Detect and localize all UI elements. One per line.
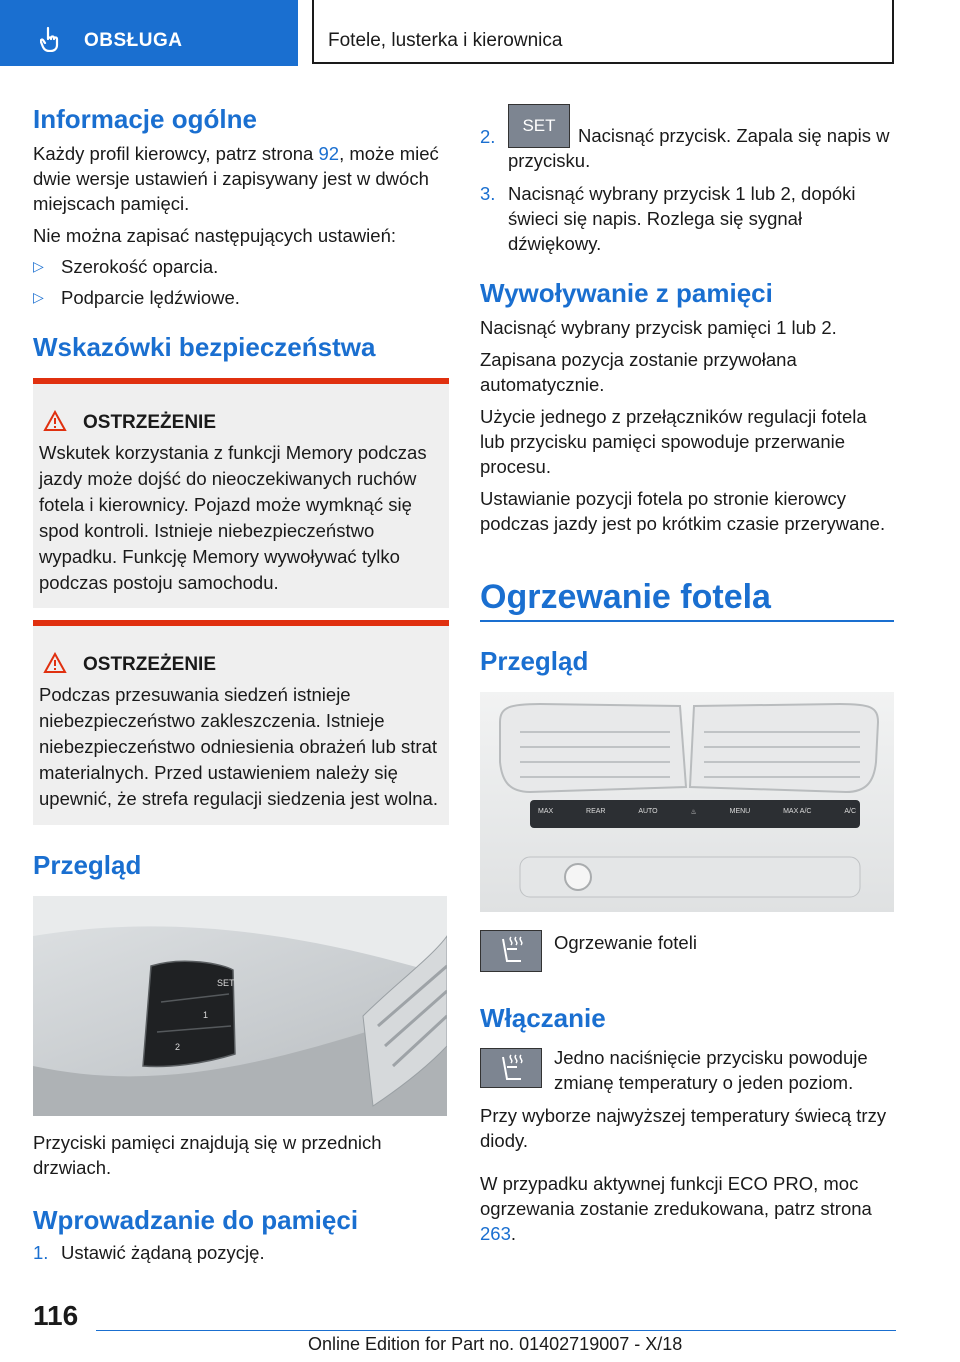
memory-heading: Wprowadzanie do pamięci (33, 1205, 359, 1235)
step-text: Ustawić żądaną pozycję. (61, 1242, 265, 1263)
footer-edition: Online Edition for Part no. 01402719007 - X/18 (308, 1334, 683, 1354)
step-number: 2. (480, 126, 496, 147)
info-section (33, 104, 449, 363)
info-heading: Informacje ogólne (33, 104, 257, 134)
title-rule (480, 620, 894, 622)
heating-overview-heading: Przegląd (480, 646, 589, 676)
on-paragraph-1: Jedno naciśnięcie przycisku powoduje zmianę temperatury o jeden poziom. (554, 1047, 868, 1093)
warning-title: OSTRZEŻENIE (83, 412, 217, 433)
page-link-92[interactable]: 92 (318, 143, 340, 164)
step-item (480, 181, 896, 256)
console-button-label: AUTO (638, 808, 658, 815)
overview-heading: Przegląd (33, 850, 142, 880)
seat-heating-icon (480, 1048, 542, 1088)
warning-triangle-icon (43, 652, 67, 674)
info-paragraph-1 (33, 141, 449, 216)
on-paragraph-2: Przy wyborze najwyższej temperatury świecą trzy diody. (480, 1105, 887, 1151)
console-button-label: A/C (844, 808, 856, 815)
info-p1-text-end: , może mieć dwie wersje ustawień i zapisywany jest w dwóch miejscach pamięci. (33, 143, 439, 214)
safety-heading: Wskazówki bezpieczeństwa (33, 332, 376, 362)
step-number: 3. (480, 183, 496, 204)
footer-rule (96, 1330, 896, 1331)
step-text-block (508, 104, 896, 173)
recall-paragraph: Użycie jednego z przełączników regulacji fotela lub przycisku pamięci spowoduje przerwanie procesu. (480, 406, 867, 477)
recall-paragraph: Ustawianie pozycji fotela po stronie kierowcy podczas jazdy jest po krótkim czasie przerywane. (480, 488, 886, 534)
warning-text: Wskutek korzystania z funkcji Memory podczas jazdy może dojść do nieoczekiwanych ruchów fotela i kierownicy. Pojazd może wymknąć się spod kontroli. Istnieje niebezpieczeństwo wypadku. Funkcję Memory wywoływać tylko podczas postoju samochodu. (39, 442, 427, 593)
on-heading: Włączanie (480, 1003, 606, 1033)
console-button-label: MAX A/C (783, 808, 812, 815)
seat-heating-icon (480, 930, 542, 972)
triangle-bullet-icon: ▷ (33, 258, 44, 274)
list-item (33, 285, 449, 310)
list-item-text: Szerokość oparcia. (61, 256, 219, 277)
memory-1-button-label: 1 (203, 1010, 209, 1020)
info-p1-text: Każdy profil kierowcy, patrz strona (33, 143, 319, 164)
console-button-label: MAX (538, 808, 554, 815)
recall-paragraph: Nacisnąć wybrany przycisk pamięci 1 lub 2. (480, 317, 837, 338)
warning-text: Podczas przesuwania siedzeń istnieje niebezpieczeństwo zakleszczenia. Istnieje niebezpieczeństwo odniesienia obrażeń lub strat materialnych. Przed ustawieniem należy się upewnić, że strefa regulacji siedzenia jest wolna. (39, 684, 438, 809)
section-tab[interactable] (0, 0, 298, 66)
step-item (33, 1240, 449, 1265)
climate-console-image (480, 692, 894, 912)
door-memory-buttons-image (33, 896, 447, 1116)
console-button-label: MENU (729, 808, 751, 815)
page-link-263[interactable]: 263 (480, 1223, 511, 1244)
on-p3-text: W przypadku aktywnej funkcji ECO PRO, moc ogrzewania zostanie zredukowana, patrz strona (480, 1173, 872, 1219)
chapter-title: Fotele, lusterka i kierownica (328, 30, 563, 51)
chapter-tab (312, 0, 894, 64)
right-column (480, 104, 896, 536)
console-button-label: REAR (586, 808, 606, 815)
door-panel-illustration (33, 896, 447, 1116)
list-item (33, 254, 449, 279)
on-section (480, 1103, 896, 1246)
list-item-text: Podparcie lędźwiowe. (61, 287, 240, 308)
page-number: 116 (33, 1300, 79, 1331)
overview-caption-block (33, 1130, 449, 1265)
triangle-bullet-icon: ▷ (33, 289, 44, 305)
hand-pointer-icon (40, 26, 62, 52)
recall-heading: Wywoływanie z pamięci (480, 278, 773, 308)
heating-title: Ogrzewanie fotela (480, 578, 771, 616)
step-number: 1. (33, 1242, 49, 1263)
heat-icon-caption: Ogrzewanie foteli (554, 932, 697, 953)
step-text: Nacisnąć wybrany przycisk 1 lub 2, dopóki świeci się napis. Rozlega się sygnał dźwiękowy. (508, 183, 856, 254)
warning-title: OSTRZEŻENIE (83, 654, 217, 675)
warning-box (33, 620, 449, 825)
console-illustration (480, 692, 894, 912)
set-button-label: SET (217, 978, 235, 988)
console-buttons (538, 808, 856, 816)
step-item (480, 104, 896, 173)
recall-paragraph: Zapisana pozycja zostanie przywołana automatycznie. (480, 349, 797, 395)
warning-triangle-icon (43, 410, 67, 432)
set-button-icon: SET (508, 104, 570, 148)
info-paragraph-2: Nie można zapisać następujących ustawień: (33, 225, 396, 246)
section-tab-label: OBSŁUGA (84, 30, 183, 51)
overview-caption: Przyciski pamięci znajdują się w przednich drzwiach. (33, 1132, 382, 1178)
step-text: Nacisnąć przycisk. Zapala się napis w przycisku. (508, 125, 890, 171)
warning-box (33, 378, 449, 608)
on-p3-text-end: . (510, 1223, 517, 1244)
on-paragraph-3 (480, 1171, 880, 1246)
memory-2-button-label: 2 (175, 1042, 181, 1052)
seat-heat-button-icon: ♨ (690, 809, 697, 816)
